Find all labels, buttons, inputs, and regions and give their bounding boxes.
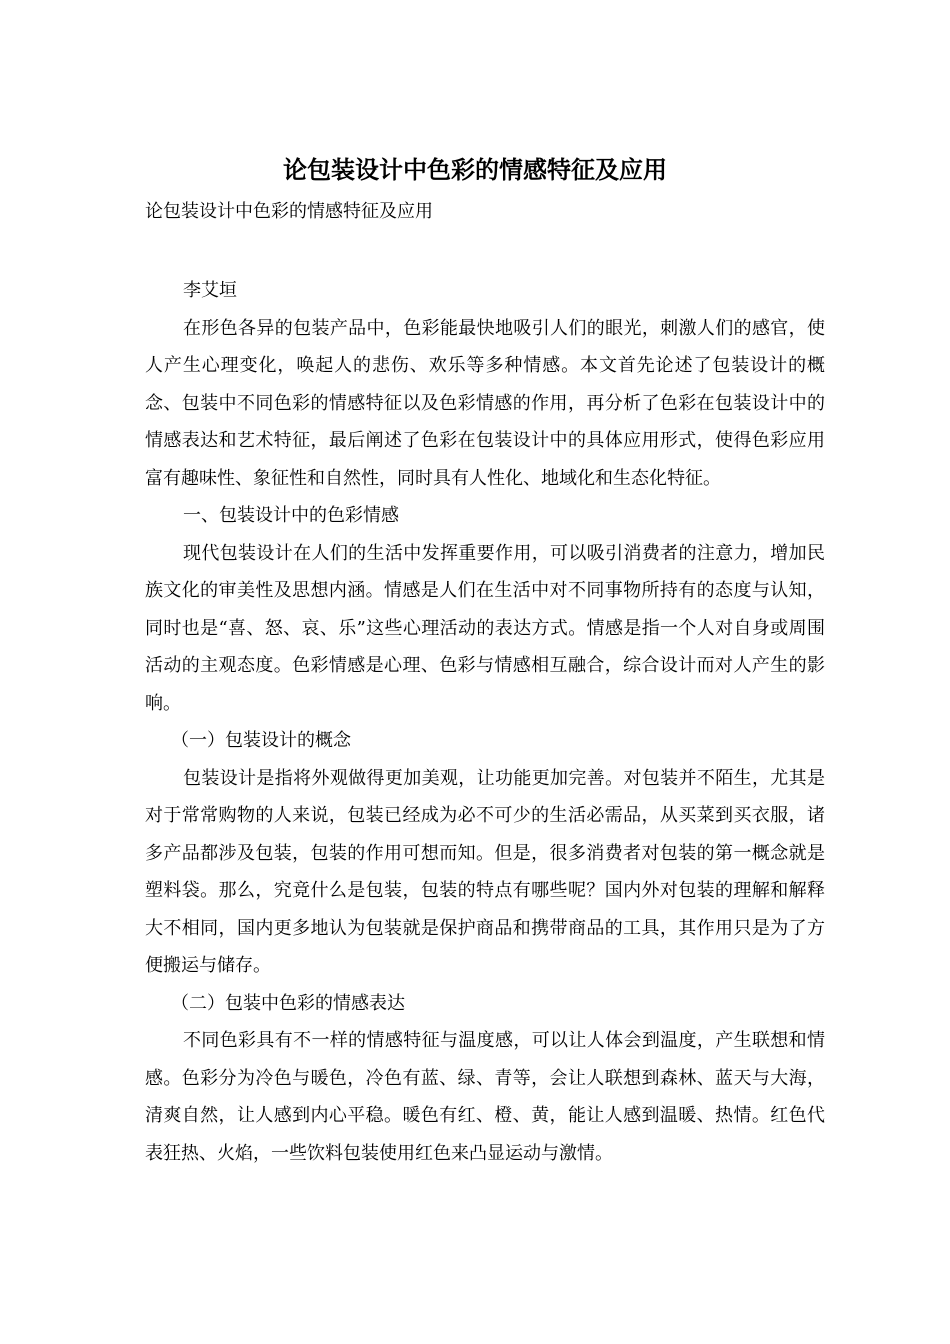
subsection-heading-1: （一）包装设计的概念 — [171, 730, 351, 751]
document-subtitle: 论包装设计中色彩的情感特征及应用 — [145, 201, 433, 222]
body-paragraph: 现代包装设计在人们的生活中发挥重要作用，可以吸引消费者的注意力，增加民族文化的审美性及思想内涵。情感是人们在生活中对不同事物所持有的态度与认知，同时也是“喜、怒、哀、乐”这些心理活动的表达方式。情感是指一个人对自身或周围活动的主观态度。色彩情感是心理、色彩与情感相互融合，综合设计而对人产生的影响。 — [145, 542, 825, 714]
subsection-heading-2: （二）包装中色彩的情感表达 — [171, 992, 405, 1014]
document-body — [145, 272, 825, 1172]
document-title: 论包装设计中色彩的情感特征及应用 — [283, 155, 667, 184]
body-paragraph: 包装设计是指将外观做得更加美观，让功能更加完善。对包装并不陌生，尤其是对于常常购物的人来说，包装已经成为必不可少的生活必需品，从买菜到买衣服，诸多产品都涉及包装，包装的作用可想而知。但是，很多消费者对包装的第一概念就是塑料袋。那么，究竟什么是包装，包装的特点有哪些呢？国内外对包装的理解和解释大不相同，国内更多地认为包装就是保护商品和携带商品的工具，其作用只是为了方便搬运与储存。 — [145, 767, 825, 976]
author-name: 李艾垣 — [183, 280, 237, 301]
body-paragraph: 不同色彩具有不一样的情感特征与温度感，可以让人体会到温度，产生联想和情感。色彩分为冷色与暖色，冷色有蓝、绿、青等，会让人联想到森林、蓝天与大海，清爽自然，让人感到内心平稳。暖色有红、橙、黄，能让人感到温暖、热情。红色代表狂热、火焰，一些饮料包装使用红色来凸显运动与激情。 — [145, 1030, 825, 1164]
abstract-paragraph: 在形色各异的包装产品中，色彩能最快地吸引人们的眼光，刺激人们的感官，使人产生心理变化，唤起人的悲伤、欢乐等多种情感。本文首先论述了包装设计的概念、包装中不同色彩的情感特征以及色彩情感的作用，再分析了色彩在包装设计中的情感表达和艺术特征，最后阐述了色彩在包装设计中的具体应用形式，使得色彩应用富有趣味性、象征性和自然性，同时具有人性化、地域化和生态化特征。 — [145, 317, 825, 489]
section-heading-1: 一、包装设计中的色彩情感 — [183, 505, 399, 526]
